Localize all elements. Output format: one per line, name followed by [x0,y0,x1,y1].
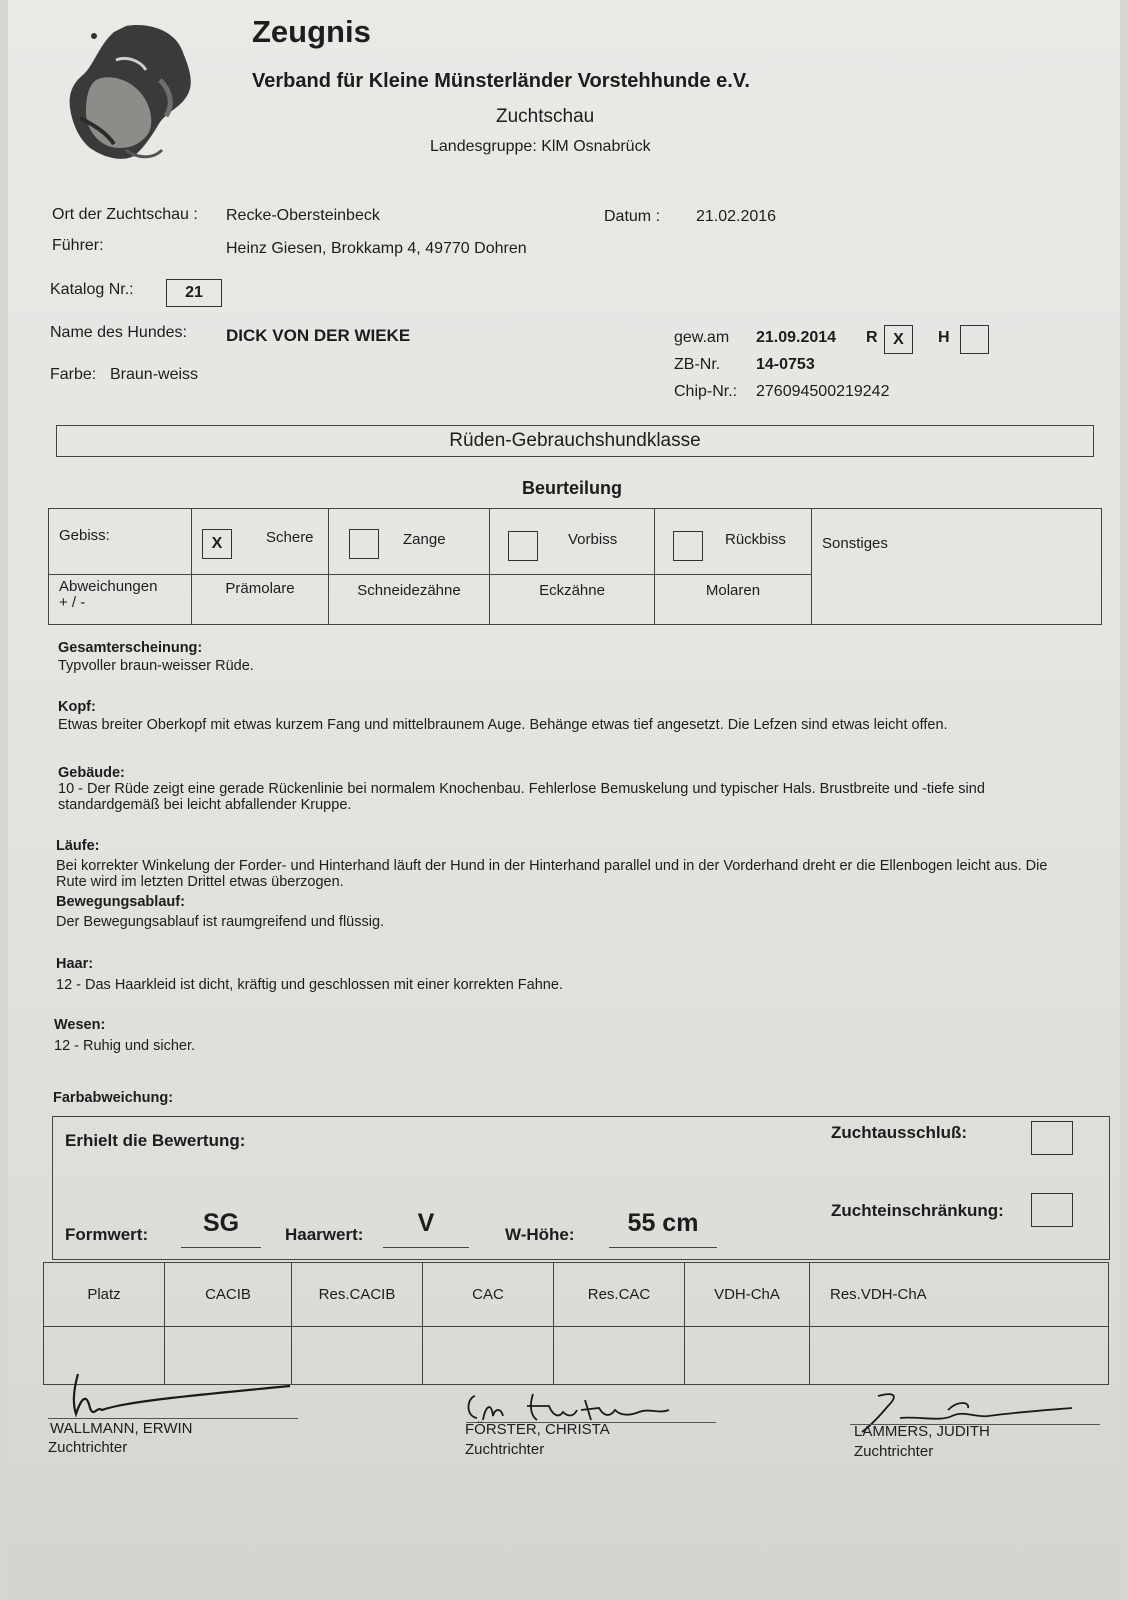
scissor-label: Schere [266,529,314,546]
deviation-canines: Eckzähne [490,575,655,625]
event-name: Zuchtschau [496,106,595,127]
awards-cell-res-cac [554,1327,685,1385]
awards-cell-cac [423,1327,554,1385]
sex-female-checkbox[interactable] [960,325,989,354]
section-overall-text: Typvoller braun-weisser Rüde. [58,658,254,674]
born-label: gew.am [674,329,730,346]
restriction-checkbox[interactable] [1031,1193,1073,1227]
page-title: Zeugnis [252,14,371,49]
handler-label: Führer: [52,237,104,254]
evaluation-title: Beurteilung [522,478,623,498]
deviations-cell [49,575,192,625]
section-temperament [54,1017,1064,1054]
section-legs-text: Bei korrekter Winkelung der Forder- und Hinterhand läuft der Hund in der Hinterhand parallel und in der Vorderhand dreht er die Ellenbogen leicht aus. Die Rute wird im letzten Drittel etwas überzogen. [56,858,1048,890]
teeth-option-scissor [192,509,329,575]
teeth-table [48,508,1102,625]
date-value: 21.02.2016 [696,208,777,225]
section-head-text: Etwas breiter Oberkopf mit etwas kurzem Fang und mittelbraunem Auge. Behänge etwas tief angesetzt. Die Lefzen sind etwas leicht offen. [58,717,948,733]
dog-name-label: Name des Hundes: [50,324,187,341]
teeth-label: Gebiss: [49,509,192,575]
awards-header-res-vdh-cha: Res.VDH-ChA [810,1263,1109,1327]
handler-value: Heinz Giesen, Brokkamp 4, 49770 Dohren [226,240,527,257]
chip-value: 276094500219242 [756,383,890,400]
dog-head-icon [56,20,206,165]
section-coat [56,956,1066,993]
signature-judge-2 [463,1386,703,1426]
regional-group: Landesgruppe: KlM Osnabrück [430,138,651,155]
section-legs [56,838,1066,890]
section-body [58,765,1058,813]
color-value: Braun-weiss [110,366,199,383]
hair-value: V [383,1209,469,1248]
signature-line-1 [48,1418,298,1419]
judge-1-name: WALLMANN, ERWIN [50,1420,193,1437]
exclusion-label: Zuchtausschluß: [831,1123,968,1142]
restriction-label: Zuchteinschränkung: [831,1201,1004,1220]
form-value: SG [181,1209,261,1248]
awards-header-place: Platz [44,1263,165,1327]
section-overall [58,640,1068,674]
certificate-page [8,0,1120,1600]
awards-cell-res-cacib [292,1327,423,1385]
height-label: W-Höhe: [505,1225,575,1244]
deviations-label: Abweichungen [59,578,158,595]
sex-male-checkbox[interactable]: X [884,325,913,354]
section-legs-heading: Läufe: [56,838,100,854]
underbite-label: Rückbiss [725,531,786,548]
section-head-heading: Kopf: [58,699,96,715]
chip-label: Chip-Nr.: [674,383,738,400]
section-movement [56,894,1066,930]
rating-box [52,1116,1110,1260]
judge-2-name: FÖRSTER, CHRISTA [465,1421,610,1438]
section-head [58,699,1068,733]
awards-cell-vdh-cha [685,1327,810,1385]
teeth-other: Sonstiges [812,509,1102,625]
awards-header-vdh-cha: VDH-ChA [685,1263,810,1327]
section-coat-text: 12 - Das Haarkleid ist dicht, kräftig und geschlossen mit einer korrekten Fahne. [56,977,563,993]
section-body-heading: Gebäude: [58,765,125,781]
date-label: Datum : [604,208,661,225]
sex-male-label: R [866,329,878,346]
sex-female-label: H [938,329,950,346]
deviation-molars: Molaren [655,575,812,625]
deviations-sub: + / - [59,594,86,611]
zb-label: ZB-Nr. [674,356,721,373]
awards-header-cacib: CACIB [165,1263,292,1327]
teeth-option-underbite [655,509,812,575]
location-label: Ort der Zuchtschau : [52,206,198,223]
section-movement-heading: Bewegungsablauf: [56,894,185,910]
color-label: Farbe: [50,366,97,383]
awards-table [43,1262,1109,1385]
form-value-label: Formwert: [65,1225,149,1244]
section-color-deviation [53,1090,1063,1108]
born-value: 21.09.2014 [756,329,837,346]
judge-2-role: Zuchtrichter [465,1441,545,1458]
awards-header-cac: CAC [423,1263,554,1327]
awards-header-res-cac: Res.CAC [554,1263,685,1327]
section-overall-heading: Gesamterscheinung: [58,640,203,656]
hair-value-label: Haarwert: [285,1225,364,1244]
zb-value: 14-0753 [756,356,815,373]
section-body-text: 10 - Der Rüde zeigt eine gerade Rückenlinie bei normalem Knochenbau. Fehlerlose Bemuskelung und typischer Hals. Brustbreite und -tiefe sind standardgemäß bei leicht abfallender Kruppe. [58,781,985,813]
pincer-checkbox[interactable] [349,529,379,559]
overbite-label: Vorbiss [568,531,618,548]
deviation-incisors: Schneidezähne [329,575,490,625]
catalog-number-box: 21 [166,279,222,307]
deviation-premolars: Prämolare [192,575,329,625]
overbite-checkbox[interactable] [508,531,538,561]
teeth-option-pincer [329,509,490,575]
awards-header-res-cacib: Res.CACIB [292,1263,423,1327]
section-temperament-text: 12 - Ruhig und sicher. [54,1038,196,1054]
awards-cell-res-vdh-cha [810,1327,1109,1385]
catalog-label: Katalog Nr.: [50,281,134,298]
underbite-checkbox[interactable] [673,531,703,561]
section-temperament-heading: Wesen: [54,1017,106,1033]
pincer-label: Zange [403,531,446,548]
exclusion-checkbox[interactable] [1031,1121,1073,1155]
section-coat-heading: Haar: [56,956,94,972]
section-movement-text: Der Bewegungsablauf ist raumgreifend und flüssig. [56,914,385,930]
height-value: 55 cm [609,1209,717,1248]
dog-name-value: DICK VON DER WIEKE [226,326,411,345]
judge-3-role: Zuchtrichter [854,1443,934,1460]
organization-name: Verband für Kleine Münsterländer Vorstehhunde e.V. [252,70,750,92]
location-value: Recke-Obersteinbeck [226,207,380,224]
rating-received-label: Erhielt die Bewertung: [65,1131,246,1150]
section-color-deviation-heading: Farbabweichung: [53,1090,174,1106]
class-banner: Rüden-Gebrauchshundklasse [56,425,1094,457]
scissor-checkbox[interactable]: X [202,529,232,559]
judge-3-name: LAMMERS, JUDITH [854,1423,990,1440]
signature-judge-1 [64,1368,304,1428]
judge-1-role: Zuchtrichter [48,1439,128,1456]
teeth-option-overbite [490,509,655,575]
